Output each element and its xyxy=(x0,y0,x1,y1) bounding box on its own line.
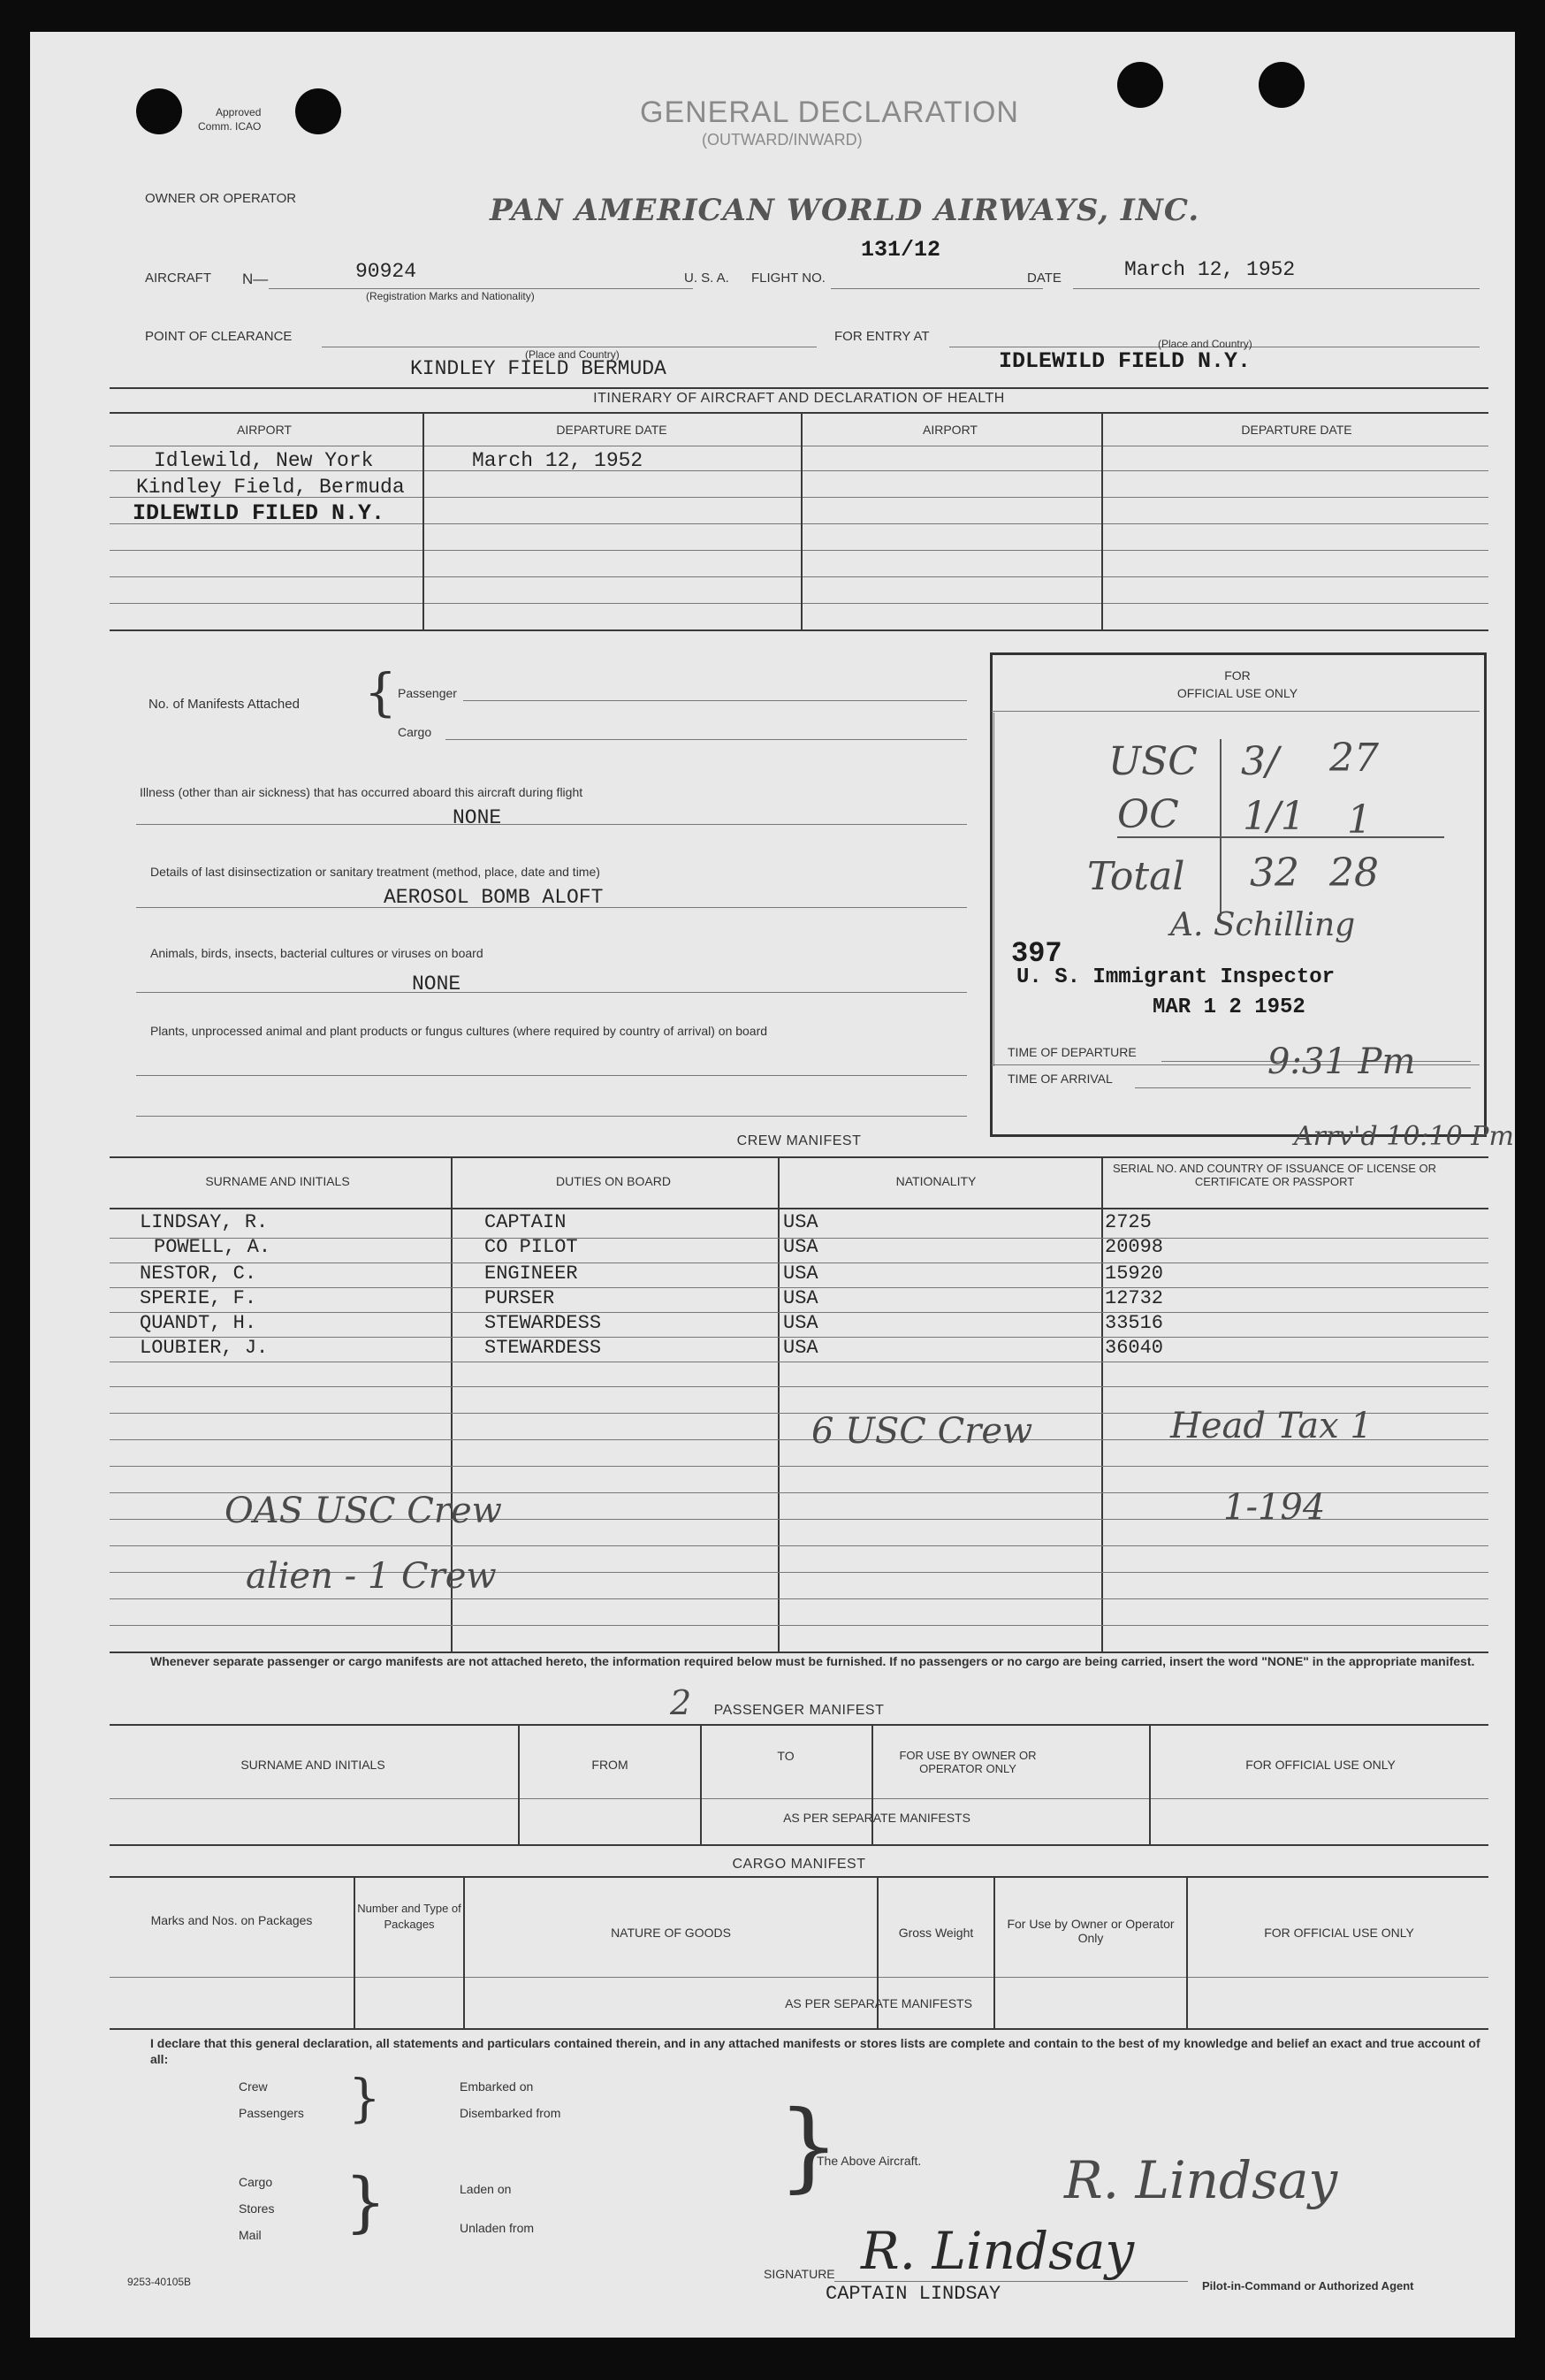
stamp-number: 397 xyxy=(1011,937,1062,970)
brace: } xyxy=(778,2089,840,2202)
crew-nationality: USA xyxy=(783,1337,818,1359)
cargo-header: Gross Weight xyxy=(898,1926,974,1940)
passenger-manifest-title: PASSENGER MANIFEST xyxy=(713,1703,885,1718)
crew-serial: 20098 xyxy=(1105,1236,1164,1258)
clearance-label: POINT OF CLEARANCE xyxy=(145,329,293,344)
time-arrival-label: TIME OF ARRIVAL xyxy=(1008,1072,1113,1086)
passenger-header: FOR USE BY OWNER OR OPERATOR ONLY xyxy=(899,1749,1037,1775)
crew-serial: 36040 xyxy=(1105,1337,1164,1359)
crew-name: QUANDT, H. xyxy=(140,1312,257,1334)
crew-header: DUTIES ON BOARD xyxy=(556,1174,671,1188)
official-box-title: OFFICIAL USE ONLY xyxy=(1176,686,1298,700)
passenger-header: FROM xyxy=(591,1758,628,1772)
crew-name: POWELL, A. xyxy=(154,1236,271,1258)
crew-serial: 15920 xyxy=(1105,1262,1164,1285)
clearance-value: KINDLEY FIELD BERMUDA xyxy=(410,357,666,380)
official-hw-value: 1 xyxy=(1347,797,1372,843)
punch-hole xyxy=(136,88,182,134)
disinsect-label: Details of last disinsectization or sanitary treatment (method, place, date and time) xyxy=(150,865,600,879)
crew-serial: 33516 xyxy=(1105,1312,1164,1334)
crew-header: SURNAME AND INITIALS xyxy=(205,1174,350,1188)
official-box-title: FOR xyxy=(1224,668,1251,683)
decl-above-aircraft: The Above Aircraft. xyxy=(817,2154,922,2168)
passenger-manifest-label: Passenger xyxy=(398,686,457,700)
declaration-form xyxy=(30,32,1515,2338)
itinerary-header: DEPARTURE DATE xyxy=(1241,423,1352,437)
owner-label: OWNER OR OPERATOR xyxy=(145,191,297,206)
brace: } xyxy=(345,2164,387,2240)
typed-name: CAPTAIN LINDSAY xyxy=(826,2283,1001,2305)
usa-label: U. S. A. xyxy=(684,271,729,286)
disinsect-value: AEROSOL BOMB ALOFT xyxy=(384,886,604,909)
crew-duty: STEWARDESS xyxy=(484,1312,602,1334)
entry-value: IDLEWILD FIELD N.Y. xyxy=(999,348,1252,374)
crew-nationality: USA xyxy=(783,1312,818,1334)
crew-nationality: USA xyxy=(783,1236,818,1258)
passenger-header: TO xyxy=(777,1749,795,1763)
date-label: DATE xyxy=(1027,271,1062,286)
stamp-date: MAR 1 2 1952 xyxy=(1153,995,1305,1019)
itinerary-header: AIRPORT xyxy=(923,423,978,437)
passenger-header: SURNAME AND INITIALS xyxy=(240,1758,385,1772)
time-arrival-value: 9:31 Pm xyxy=(1267,1041,1416,1082)
form-number: 9253-40105B xyxy=(127,2276,192,2288)
cargo-header: FOR OFFICIAL USE ONLY xyxy=(1264,1926,1414,1940)
decl-embarked: Embarked on xyxy=(460,2079,534,2094)
crew-name: LOUBIER, J. xyxy=(140,1337,269,1359)
itinerary-date: March 12, 1952 xyxy=(472,449,643,472)
declaration-text: I declare that this general declaration, all statements and particulars contained therein, and in any attached manifests or stores lists are complete and contain to the best of my knowledge and belief an exact and true account of all: xyxy=(150,2036,1480,2066)
clearance-caption: (Place and Country) xyxy=(525,348,620,361)
crew-header: SERIAL NO. AND COUNTRY OF ISSUANCE OF LICENSE OR CERTIFICATE OR PASSPORT xyxy=(1113,1162,1436,1188)
aircraft-label: AIRCRAFT xyxy=(145,271,211,286)
signature-label: SIGNATURE xyxy=(764,2267,835,2281)
itinerary-header: DEPARTURE DATE xyxy=(556,423,667,437)
crew-hw-note: OAS USC Crew xyxy=(225,1491,502,1531)
crew-hw-note: alien - 1 Crew xyxy=(246,1556,497,1597)
crew-duty: CAPTAIN xyxy=(484,1211,567,1233)
brace: { xyxy=(364,662,397,722)
flight-label: FLIGHT NO. xyxy=(751,271,826,286)
signature-hw: R. Lindsay xyxy=(861,2221,1135,2281)
itinerary-airport: Kindley Field, Bermuda xyxy=(136,476,405,499)
entry-label: FOR ENTRY AT xyxy=(834,329,930,344)
punch-hole xyxy=(295,88,341,134)
cargo-header: Number and Type of Packages xyxy=(357,1902,461,1931)
passenger-hw-count: 2 xyxy=(670,1683,692,1722)
form-subtitle: (OUTWARD/INWARD) xyxy=(702,131,863,149)
decl-passengers: Passengers xyxy=(239,2106,304,2120)
cargo-header: NATURE OF GOODS xyxy=(611,1926,731,1940)
stamp-text: U. S. Immigrant Inspector xyxy=(1016,965,1336,989)
owner-name: PAN AMERICAN WORLD AIRWAYS, INC. xyxy=(490,193,1200,228)
pilot-label: Pilot-in-Command or Authorized Agent xyxy=(1202,2279,1414,2292)
illness-label: Illness (other than air sickness) that has occurred aboard this aircraft during flight xyxy=(140,785,583,799)
official-hw-value: 1/1 xyxy=(1243,794,1305,839)
cargo-manifest-title: CARGO MANIFEST xyxy=(732,1857,866,1872)
crew-hw-note: Head Tax 1 xyxy=(1170,1406,1373,1446)
animals-value: NONE xyxy=(412,973,461,995)
form-title: GENERAL DECLARATION xyxy=(640,95,1019,129)
itinerary-airport: Idlewild, New York xyxy=(154,449,374,472)
time-departure-label: TIME OF DEPARTURE xyxy=(1008,1045,1137,1059)
cargo-header: For Use by Owner or Operator Only xyxy=(1007,1917,1175,1945)
itinerary-airport: IDLEWILD FILED N.Y. xyxy=(133,500,385,526)
manifests-label: No. of Manifests Attached xyxy=(148,697,300,712)
decl-laden: Laden on xyxy=(460,2182,512,2196)
decl-crew: Crew xyxy=(239,2079,268,2094)
official-hw-label: OC xyxy=(1117,792,1179,837)
official-hw-label: Total xyxy=(1087,854,1185,899)
crew-hw-note: 1-194 xyxy=(1223,1487,1326,1528)
crew-name: SPERIE, F. xyxy=(140,1287,257,1309)
cargo-separate-note: AS PER SEPARATE MANIFESTS xyxy=(785,1996,972,2010)
passenger-header: FOR OFFICIAL USE ONLY xyxy=(1245,1758,1396,1772)
flight-number: 131/12 xyxy=(861,237,941,263)
declaration-date: March 12, 1952 xyxy=(1124,258,1296,281)
approved-note: Approved xyxy=(216,106,262,118)
plants-label: Plants, unprocessed animal and plant products or fungus cultures (where required by country of arrival) on board xyxy=(150,1024,768,1038)
official-hw-value: 3/ xyxy=(1241,739,1279,784)
approved-note-2: Comm. ICAO xyxy=(198,120,262,133)
brace: } xyxy=(348,2068,381,2128)
crew-duty: CO PILOT xyxy=(484,1236,578,1258)
decl-cargo: Cargo xyxy=(239,2175,273,2189)
official-hw-label: USC xyxy=(1108,739,1198,784)
crew-nationality: USA xyxy=(783,1287,818,1309)
crew-duty: STEWARDESS xyxy=(484,1337,602,1359)
crew-name: LINDSAY, R. xyxy=(140,1211,269,1233)
decl-mail: Mail xyxy=(239,2228,262,2242)
passenger-separate-note: AS PER SEPARATE MANIFESTS xyxy=(783,1811,970,1825)
crew-hw-note: 6 USC Crew xyxy=(811,1411,1033,1452)
official-hw-value: 28 xyxy=(1329,851,1379,896)
crew-serial: 12732 xyxy=(1105,1287,1164,1309)
itinerary-title: ITINERARY OF AIRCRAFT AND DECLARATION OF HEALTH xyxy=(593,391,1005,406)
official-hw-value: 27 xyxy=(1329,736,1379,781)
crew-manifest-title: CREW MANIFEST xyxy=(736,1133,862,1148)
punch-hole xyxy=(1259,62,1305,108)
cargo-manifest-label: Cargo xyxy=(398,725,432,739)
aircraft-registration: 90924 xyxy=(355,260,417,283)
decl-disembarked: Disembarked from xyxy=(460,2106,561,2120)
captain-signature: R. Lindsay xyxy=(1064,2150,1338,2210)
crew-header: NATIONALITY xyxy=(895,1174,977,1188)
decl-unladen: Unladen from xyxy=(460,2221,535,2235)
crew-duty: PURSER xyxy=(484,1287,555,1309)
separate-manifest-notice: Whenever separate passenger or cargo manifests are not attached hereto, the information required below must be furnished. If no passengers or no cargo are being carried, insert the word "NONE" in the appropriate manifest. xyxy=(150,1654,1475,1668)
aircraft-prefix: N— xyxy=(242,271,269,287)
crew-duty: ENGINEER xyxy=(484,1262,578,1285)
illness-value: NONE xyxy=(453,806,502,829)
official-hw-value: 32 xyxy=(1250,851,1299,896)
animals-label: Animals, birds, insects, bacterial cultures or viruses on board xyxy=(150,946,483,960)
registration-caption: (Registration Marks and Nationality) xyxy=(366,290,535,302)
itinerary-header: AIRPORT xyxy=(237,423,292,437)
punch-hole xyxy=(1117,62,1163,108)
crew-name: NESTOR, C. xyxy=(140,1262,257,1285)
crew-serial: 2725 xyxy=(1105,1211,1152,1233)
crew-nationality: USA xyxy=(783,1211,818,1233)
decl-stores: Stores xyxy=(239,2201,275,2216)
cargo-header: Marks and Nos. on Packages xyxy=(150,1913,313,1927)
crew-nationality: USA xyxy=(783,1262,818,1285)
arrival-note: Arrv'd 10:10 Pm xyxy=(1294,1121,1514,1152)
official-hw-signature: A. Schilling xyxy=(1170,907,1356,943)
entry-caption: (Place and Country) xyxy=(1158,338,1252,350)
